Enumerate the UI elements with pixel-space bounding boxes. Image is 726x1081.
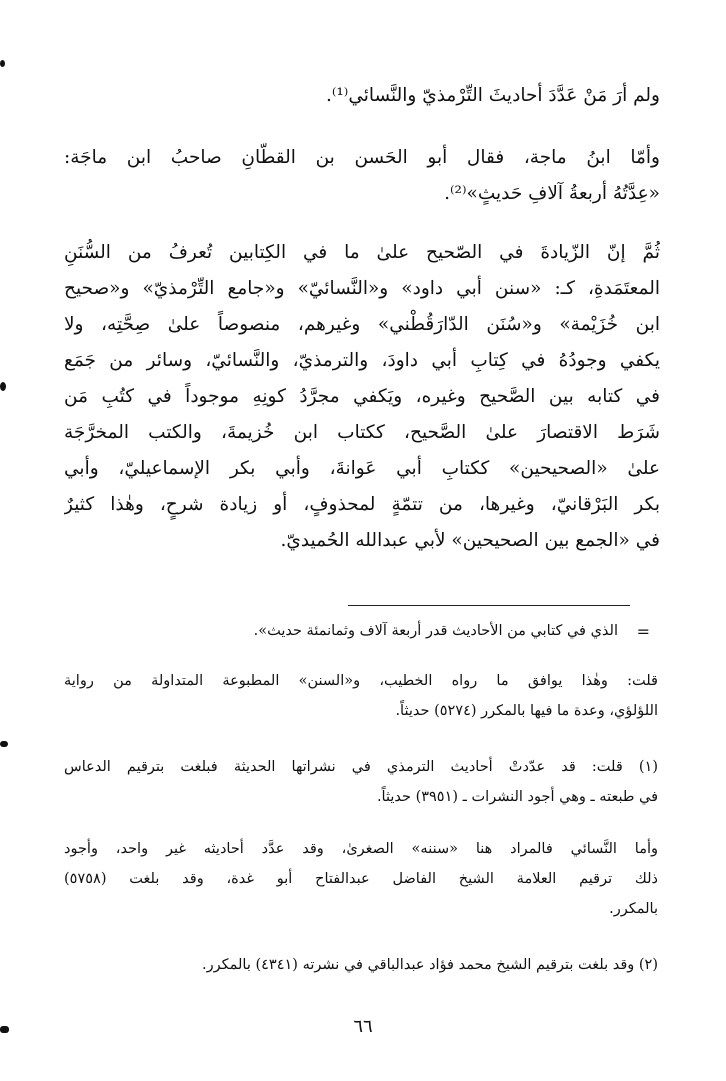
text-line: شَرَط الاقتصارَ علىٰ الصَّحيح، ككتاب ابن خُزيمةَ، والكتب المخرَّجَة [64,422,660,443]
text-line: ثُمَّ إنّ الزّيادةَ في الصّحيح علىٰ ما في الكِتابين تُعرفُ من السُّنَنِ [64,242,660,263]
scan-speck [0,1026,9,1033]
footnote-line: (١) قلت: قد عدّدتْ أحاديث الترمذي في نشراتها الحديثة فبلغت بترقيم الدعاس [64,759,658,775]
footnote-line: قلت: وهٰذا يوافق ما رواه الخطيب، و«السنن» المطبوعة المتداولة من رواية [64,673,658,689]
text-line: ولم أرَ مَنْ عَدَّدَ أحاديثَ التِّرْمذيّ والنَّسائي⁽¹⁾. [325,85,660,106]
footnote-line: ذلك ترقيم العلامة الشيخ الفاضل عبدالفتاح أبو غدة، وقد بلغت (٥٧٥٨) [64,871,658,887]
text-line: وأمّا ابنُ ماجة، فقال أبو الحَسن بن القطّانِ صاحبُ ابن ماجَة: [64,147,660,168]
text-line: في «الجمع بين الصحيحين» لأبي عبدالله الحُميديّ. [280,530,660,551]
footnote-continuation-comment [64,666,658,726]
paragraph-additions-to-sahih [64,235,660,559]
text-line: ابن خُزَيْمة» و«سُنَن الدّارَقُطْني» وغيرهم، منصوصاً علىٰ صِحَّتِه، ولا [64,314,660,335]
text-line: المعتَمَدةِ، كـ: «سنن أبي داود» و«النَّسائيّ» و«جامع التِّرْمذيّ» و«صحيح [64,278,660,299]
text-line: علىٰ «الصحيحين» ككتابِ أبي عَوانةَ، وأبي بكر الإسماعيليّ، وأبي [64,458,660,479]
footnote-separator [348,605,630,606]
paragraph-tirmidhi-note [64,78,660,114]
footnote-line: الذي في كتابي من الأحاديث قدر أربعة آلاف وثمانمئة حديث». [253,623,618,639]
paragraph-ibn-majah [64,140,660,212]
page-number: ٦٦ [353,1016,373,1037]
footnote-continuation [98,616,618,646]
scan-speck [0,60,5,67]
footnote-1 [64,752,658,812]
footnote-line: (٢) وقد بلغت بترقيم الشيخ محمد فؤاد عبدالباقي في نشرته (٤٣٤١) بالمكرر. [202,957,658,973]
scan-speck [0,382,6,391]
text-line: يكفي وجودُهُ في كِتابِ أبي داودَ، والترمذيّ، والنَّسائيّ، وسائر من جَمَع [64,350,660,371]
footnote-line: بالمكرر. [609,901,658,917]
scan-speck [0,741,8,747]
footnote-line: اللؤلؤي، وعدة ما فيها بالمكرر (٥٢٧٤) حديثاً. [395,703,658,719]
text-line: «عِدَّتُهُ أربعةُ آلافِ حَديثٍ»⁽²⁾. [444,183,660,204]
footnote-2 [64,950,658,980]
footnote-1-continued [64,834,658,924]
footnote-line: في طبعته ـ وهي أجود النشرات ـ (٣٩٥١) حديثاً. [376,789,658,805]
footnote-line: وأما النَّسائي فالمراد هنا «سننه» الصغرىٰ، وقد عدَّد أحاديثه غير واحد، وأجود [64,841,658,857]
text-line: بكر البَرْقانيّ، وغيرها، من تتمّةٍ لمحذوفٍ، أو زيادة شرحٍ، وهٰذا كثيرٌ [64,494,660,515]
footnote-continuation-mark: = [636,622,650,641]
text-line: في كتابه بين الصَّحيح وغيره، ويَكفي مجرَّدُ كونِهِ موجوداً في كتُبِ مَن [64,386,660,407]
